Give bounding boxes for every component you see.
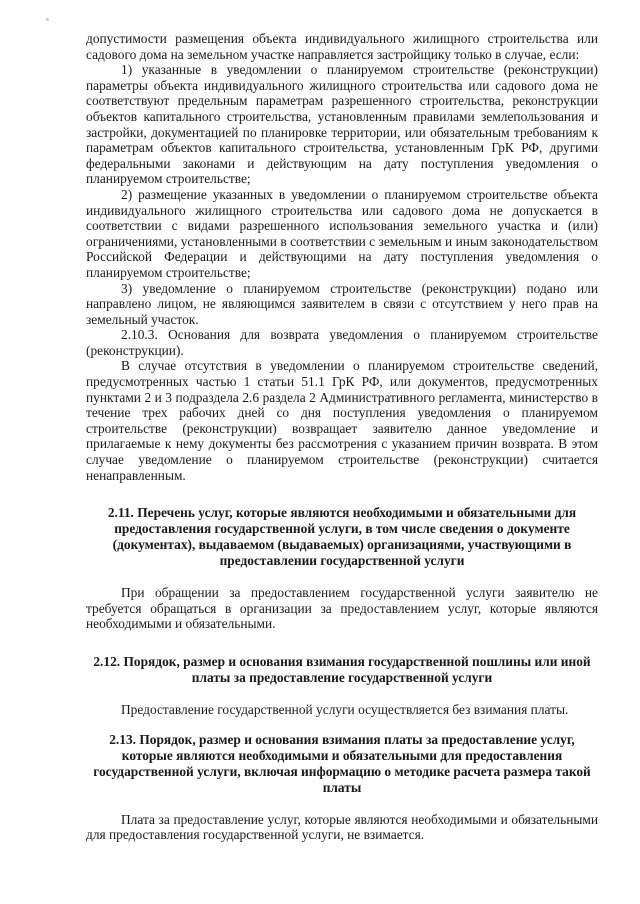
scan-speck [46,18,49,21]
section-2-13-text: Плата за предоставление услуг, которые являются необходимыми и обязательными для предоставления государственной услуги, не взимается. [86,811,598,843]
paragraph-intro: допустимости размещения объекта индивидуального жилищного строительства или садового дома на земельном участке направляется застройщику только в случае, если: [86,31,598,62]
paragraph-return-conditions: В случае отсутствия в уведомлении о планируемом строительстве сведений, предусмотренных частью 1 статьи 51.1 ГрК РФ, или документов, предусмотренных пунктами 2 и 3 подраздела 2.6 раздела 2 Административного регламента, министерство в течение трех рабочих дней со дня поступления уведомления о планируемом строительстве (реконструкции) возвращает заявителю данное уведомление и прилагаемые к нему документы без рассмотрения с указанием причин возврата. В этом случае уведомление о планируемом строительстве (реконструкции) считается ненаправленным. [86,358,598,483]
section-2-11-heading: 2.11. Перечень услуг, которые являются необходимыми и обязательными для предоставления государственной услуги, в том числе сведения о документе (документах), выдаваемом (выдаваемых) организациями, участвующими в предоставлении государственной услуги [107,505,577,569]
paragraph-item-2: 2) размещение указанных в уведомлении о планируемом строительстве объекта индивидуального жилищного строительства или садового дома не допускается в соответствии с видами разрешенного использования земельного участка и (или) ограничениями, установленными в соответствии с земельным и иным законодательством Российской Федерации и действующими на дату поступления уведомления о планируемом строительстве; [86,186,598,280]
section-2-11-text: При обращении за предоставлением государственной услуги заявителю не требуется обращаться в организации за предоставлением услуг, которые являются необходимыми и обязательными. [86,585,598,632]
section-2-12-heading: 2.12. Порядок, размер и основания взимания государственной пошлины или иной платы за предоставление государственной услуги [93,654,591,685]
section-2-12-text: Предоставление государственной услуги осуществляется без взимания платы. [121,702,569,717]
paragraph-2-10-3: 2.10.3. Основания для возврата уведомления о планируемом строительстве (реконструкции). [86,327,598,358]
section-2-13-heading: 2.13. Порядок, размер и основания взимания платы за предоставление услуг, которые являются необходимыми и обязательными для предоставления государственной услуги, включая информацию о методике расчета размера такой платы [93,731,591,795]
paragraph-item-1: 1) указанные в уведомлении о планируемом строительстве (реконструкции) параметры объекта индивидуального жилищного строительства или садового дома не соответствуют предельным параметрам разрешенного строительства, реконструкции объектов капитального строительства, установленным правилами землепользования и застройки, документацией по планировке территории, или обязательным требованиям к параметрам объектов капитального строительства, установленным ГрК РФ, другими федеральными законами и действующим на дату поступления уведомления о планируемом строительстве; [86,62,598,187]
paragraph-item-3: 3) уведомление о планируемом строительстве (реконструкции) подано или направлено лицом, не являющимся заявителем в связи с отсутствием у него прав на земельный участок. [86,280,598,327]
